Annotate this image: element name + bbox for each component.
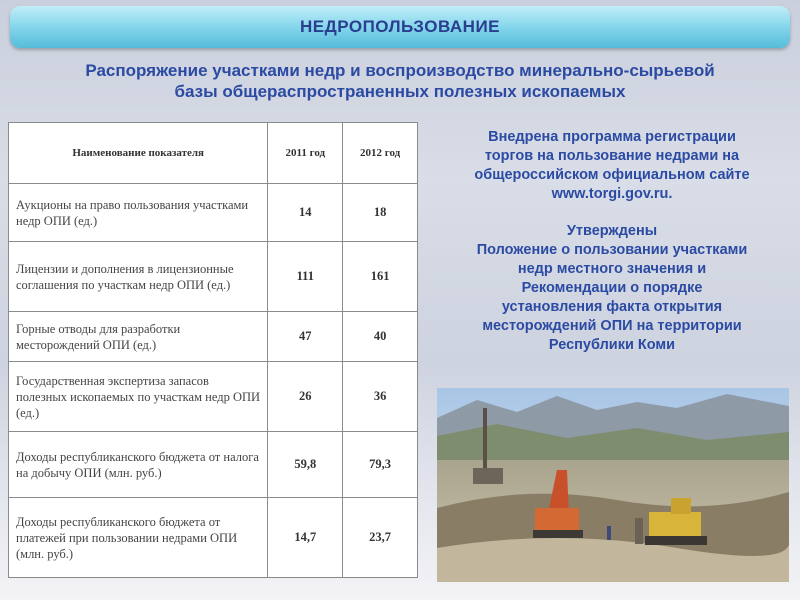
info-line: Внедрена программа регистрации xyxy=(488,129,736,145)
row-name: Горные отводы для разработки месторождений ОПИ (ед.) xyxy=(9,312,268,362)
row-value-2012: 18 xyxy=(343,184,418,242)
row-value-2012: 161 xyxy=(343,242,418,312)
info-line: месторождений ОПИ на территории xyxy=(482,318,742,334)
info-line: торгов на пользование недрами на xyxy=(484,148,740,164)
info-line: Республики Коми xyxy=(548,337,676,353)
row-value-2012: 36 xyxy=(343,362,418,432)
table-row xyxy=(9,498,418,578)
excavator-tracks xyxy=(533,530,583,538)
table-row xyxy=(9,184,418,242)
row-name: Государственная экспертиза запасов полезных ископаемых по участкам недр ОПИ (ед.) xyxy=(9,362,268,432)
table-row xyxy=(9,312,418,362)
info-line: Утверждены xyxy=(566,223,658,239)
row-value-2012: 79,3 xyxy=(343,432,418,498)
info-line: Рекомендации о порядке xyxy=(521,280,703,296)
table-row xyxy=(9,362,418,432)
subtitle-line-2: базы общераспространенных полезных ископаемых xyxy=(174,82,626,101)
subtitle xyxy=(10,60,790,102)
row-name: Доходы республиканского бюджета от налога на добычу ОПИ (млн. руб.) xyxy=(9,432,268,498)
excavator-body xyxy=(535,508,579,530)
row-name: Лицензии и дополнения в лицензионные соглашения по участкам недр ОПИ (ед.) xyxy=(9,242,268,312)
indicators-table xyxy=(8,122,418,578)
info-line: установления факта открытия xyxy=(501,299,723,315)
info-line: Положение о пользовании участками xyxy=(476,242,748,258)
bulldozer-blade xyxy=(635,518,643,544)
row-value-2012: 23,7 xyxy=(343,498,418,578)
worker-figure xyxy=(607,526,611,540)
row-value-2011: 14 xyxy=(268,184,343,242)
drill-rig-mast xyxy=(483,408,487,478)
table-header-row xyxy=(9,123,418,184)
drill-rig-base xyxy=(473,468,503,484)
header-indicator: Наименование показателя xyxy=(9,123,268,184)
title-banner xyxy=(10,6,790,48)
bulldozer-tracks xyxy=(645,536,707,545)
bulldozer-cab xyxy=(671,498,691,514)
row-value-2011: 26 xyxy=(268,362,343,432)
row-name: Аукционы на право пользования участками недр ОПИ (ед.) xyxy=(9,184,268,242)
bulldozer-body xyxy=(649,512,701,538)
row-value-2011: 14,7 xyxy=(268,498,343,578)
row-value-2011: 47 xyxy=(268,312,343,362)
quarry-illustration xyxy=(437,388,789,582)
header-2012: 2012 год xyxy=(343,123,418,184)
row-name: Доходы республиканского бюджета от платежей при пользовании недрами ОПИ (млн. руб.) xyxy=(9,498,268,578)
table-row xyxy=(9,432,418,498)
subtitle-line-1: Распоряжение участками недр и воспроизводство минерально-сырьевой xyxy=(85,61,715,80)
quarry-photo xyxy=(437,388,789,582)
info-line: общероссийском официальном сайте xyxy=(474,167,750,183)
table-row xyxy=(9,242,418,312)
row-value-2011: 111 xyxy=(268,242,343,312)
info-text xyxy=(432,128,792,355)
info-line: недр местного значения и xyxy=(517,261,707,277)
row-value-2011: 59,8 xyxy=(268,432,343,498)
info-line: www.torgi.gov.ru. xyxy=(551,186,673,202)
header-2011: 2011 год xyxy=(268,123,343,184)
row-value-2012: 40 xyxy=(343,312,418,362)
page-title: НЕДРОПОЛЬЗОВАНИЕ xyxy=(300,17,500,36)
